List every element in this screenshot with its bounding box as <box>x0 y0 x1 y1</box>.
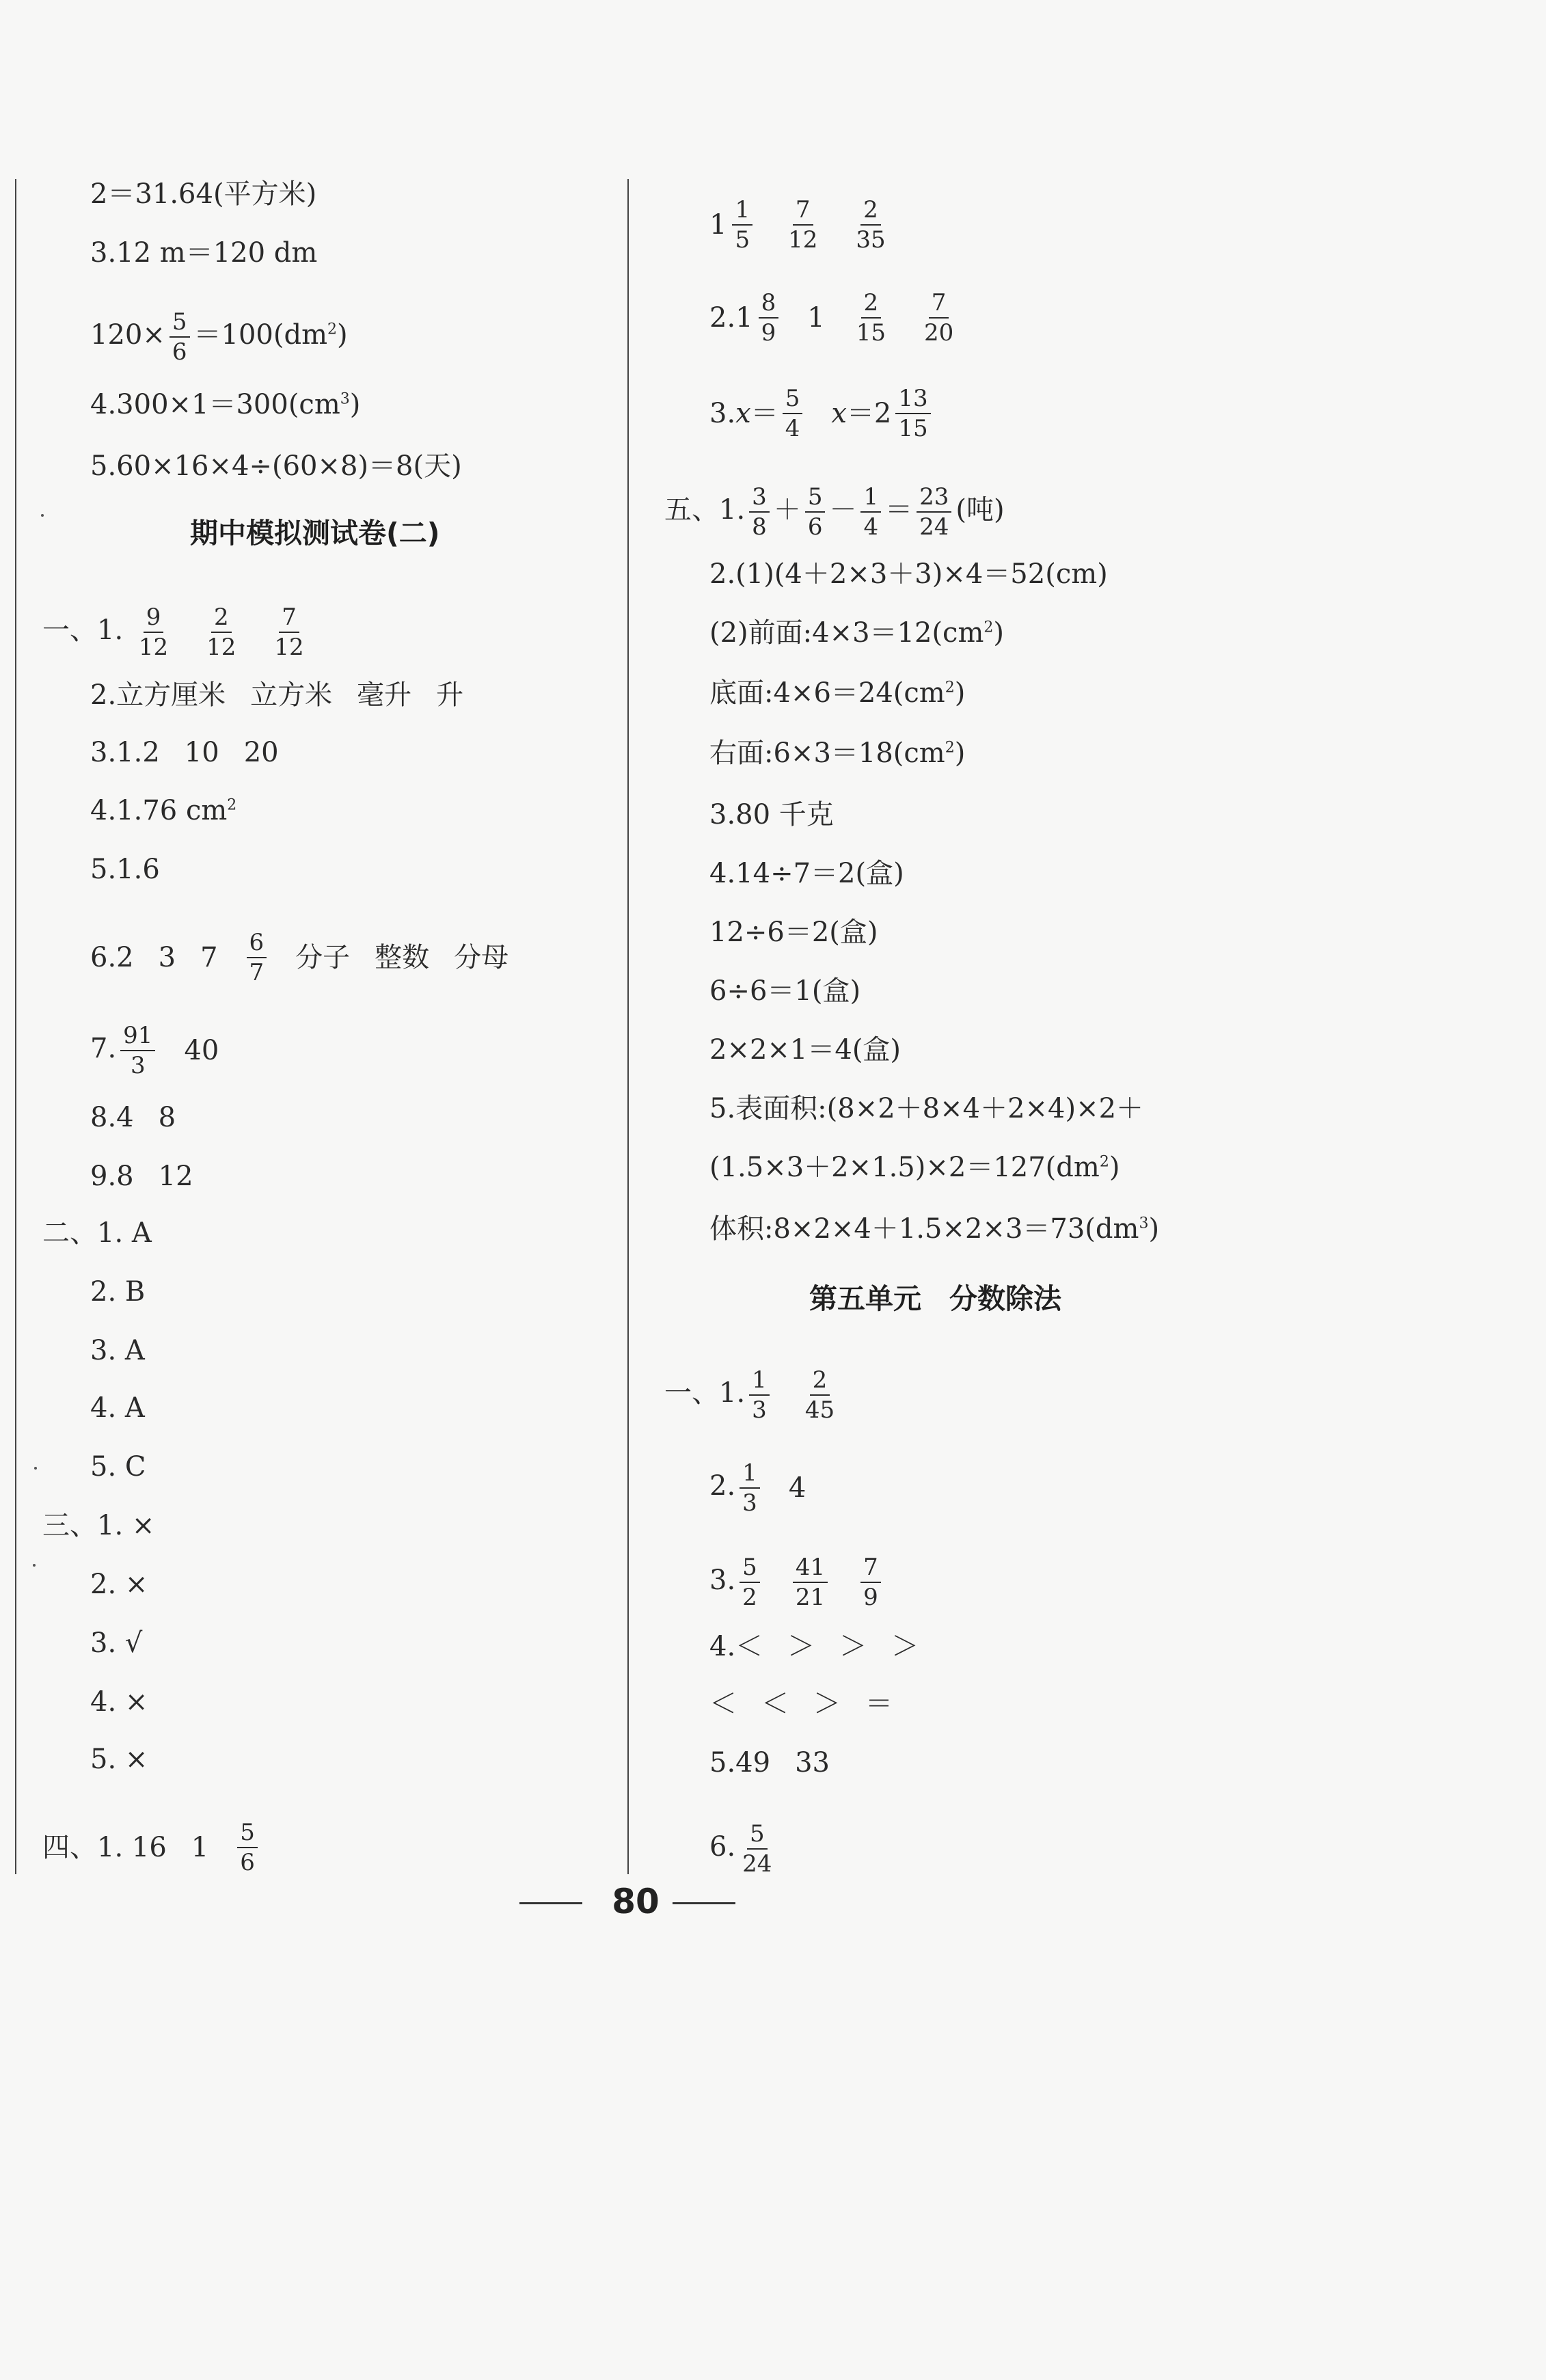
answer-text: 4.300×1＝300(cm <box>90 389 340 420</box>
answer-text: 120× <box>90 319 165 351</box>
fraction: $\frac{7}{12}$ <box>788 196 818 254</box>
answer-line: 三、1. × <box>42 1510 155 1541</box>
left-margin-rule <box>15 179 16 1874</box>
answer-line: 2. $\frac{1}{3}$ 4 <box>709 1459 806 1517</box>
scan-speck <box>41 514 44 517</box>
fraction: $\frac{8}{9}$ <box>759 290 779 346</box>
answer-line: $(1.5\times 3+2\times 1.5)\times 2=127(dm^2)$ <box>709 1152 1120 1183</box>
answer-line: 体积$:8\times 2\times 4+1.5\times 2\times 3=73(dm^3)$ <box>709 1213 1160 1245</box>
superscript: 3 <box>340 390 350 408</box>
fraction: $\frac{5}{6}$ <box>805 484 826 540</box>
superscript: 3 <box>1139 1215 1149 1232</box>
answer-line: 6.2 3 7 $\frac{6}{7}$ 分子 整数 分母 <box>90 929 509 986</box>
answer-line: 9.8 12 <box>90 1161 193 1192</box>
answer-text: 5.60×16×4÷(60×8)＝8(天) <box>90 450 462 482</box>
superscript: 2 <box>945 679 955 697</box>
superscript: 2 <box>227 796 237 814</box>
answer-line: 4.＜ ＞ ＞ ＞ <box>709 1631 919 1662</box>
fraction: $\frac{1}{3}$ <box>749 1367 770 1423</box>
page-number: 80 <box>612 1882 660 1921</box>
fraction: $\frac{6}{7}$ <box>247 930 267 986</box>
answer-line: 五、1. $\frac{3}{8}$ ＋ $\frac{5}{6}$ － $\frac{1}{4}$ ＝ $\frac{23}{24}$ (吨) <box>664 483 1005 541</box>
fraction: $\frac{7}{12}$ <box>274 604 304 661</box>
fraction: $\frac{7}{9}$ <box>860 1554 881 1610</box>
answer-text: 5.1.6 <box>90 854 160 885</box>
answer-line: 3. A <box>90 1335 145 1366</box>
answer-line: 6. $\frac{5}{24}$ <box>709 1821 778 1877</box>
fraction: $\frac{1}{3}$ <box>740 1460 760 1516</box>
fraction: $\frac{5}{2}$ <box>740 1554 760 1610</box>
answer-line: 3.1.2 10 20 <box>90 737 279 768</box>
answer-text: 3.12 m＝120 dm <box>90 237 318 269</box>
scan-speck <box>34 1467 37 1470</box>
answer-line: 5.表面积:(8×2＋8×4＋2×4)×2＋ <box>709 1093 1144 1124</box>
answer-line: 一、1. $\frac{1}{3}$ $\frac{2}{45}$ <box>664 1367 841 1423</box>
fraction: $\frac{23}{24}$ <box>917 484 951 540</box>
superscript: 2 <box>945 739 955 757</box>
answer-line: 2×2×1＝4(盒) <box>709 1034 901 1066</box>
answer-line: 6÷6＝1(盒) <box>709 975 861 1007</box>
footer-rule-left <box>519 1902 582 1904</box>
footer-rule-right <box>673 1902 735 1904</box>
answer-line: (2)前面$:4\times 3=12(cm^2)$ <box>709 617 1004 649</box>
answer-line <box>90 178 316 211</box>
fraction: $\frac{1}{4}$ <box>860 484 881 540</box>
superscript: 2 <box>1099 1153 1109 1171</box>
fraction: $\frac{5}{24}$ <box>742 1820 772 1878</box>
answer-text: 4.1.76 cm <box>90 795 228 826</box>
fraction: $\frac{13}{15}$ <box>895 386 930 442</box>
answer-line: 3. √ <box>90 1627 143 1659</box>
answer-line: 3.80 千克 <box>709 799 834 830</box>
answer-line: $4.300\times 1=300(cm^3)$ <box>90 389 361 420</box>
fraction: $\frac{2}{12}$ <box>206 604 236 661</box>
answer-line: 底面$:4\times 6=24(cm^2)$ <box>709 677 966 709</box>
answer-line: 1 $\frac{1}{5}$ $\frac{7}{12}$ $\frac{2}{35}$ <box>709 197 893 253</box>
answer-line: 2.(1)(4＋2×3＋3)×4＝52(cm) <box>709 558 1108 590</box>
superscript: 2 <box>327 321 338 338</box>
answer-line: 120× $\frac{5}{6}$ $=100(dm^2)$ <box>90 308 348 366</box>
fraction: $\frac{5}{6}$ <box>169 309 190 365</box>
answer-text: 2＝31.64(平方米) <box>90 178 317 210</box>
answer-line: 2. × <box>90 1569 148 1600</box>
fraction: $\frac{2}{35}$ <box>856 196 886 254</box>
fraction: $\frac{7}{20}$ <box>923 289 954 347</box>
answer-line: ＜ ＜ ＞ ＝ <box>709 1688 893 1720</box>
fraction: $\frac{5}{4}$ <box>783 386 803 442</box>
answer-line: 2.1 $\frac{8}{9}$ 1 $\frac{2}{15}$ $\frac{7}{20}$ <box>709 290 960 346</box>
answer-line: 2.立方厘米 立方米 毫升 升 <box>90 679 464 711</box>
scan-speck <box>33 1564 36 1567</box>
answer-line: 4.14÷7＝2(盒) <box>709 858 904 889</box>
answer-line <box>42 604 311 660</box>
answer-line: 5.49 33 <box>709 1747 830 1779</box>
answer-line <box>90 450 462 483</box>
fraction: $\frac{1}{5}$ <box>732 197 752 253</box>
answer-line: 二、1. A <box>42 1217 152 1249</box>
answer-line: 4. × <box>90 1686 148 1718</box>
fraction: $\frac{3}{8}$ <box>749 484 770 540</box>
answer-line: 3. $\frac{5}{2}$ $\frac{41}{21}$ $\frac{7}{9}$ <box>709 1554 885 1610</box>
fraction: $\frac{9}{12}$ <box>138 604 169 661</box>
section-heading: 第五单元 分数除法 <box>809 1282 1061 1315</box>
section-heading: 期中模拟测试卷(二) <box>190 517 440 550</box>
answer-line: 12÷6＝2(盒) <box>709 917 878 948</box>
answer-line <box>90 853 160 886</box>
answer-line: 2. B <box>90 1276 146 1308</box>
fraction: $\frac{5}{6}$ <box>237 1820 258 1876</box>
column-divider <box>627 179 629 1874</box>
fraction: $\frac{41}{21}$ <box>793 1554 828 1610</box>
superscript: 2 <box>984 619 994 636</box>
answer-line: 右面$:6\times 3=18(cm^2)$ <box>709 738 966 769</box>
fraction: $\frac{2}{15}$ <box>856 289 886 347</box>
answer-line <box>90 794 236 827</box>
answer-line: 5. C <box>90 1451 146 1483</box>
answer-text: ＝100(dm <box>193 319 328 351</box>
answer-line: 四、1. 16 1 $\frac{5}{6}$ <box>42 1820 262 1876</box>
answer-line: 7. $\frac{91}{3}$ 40 <box>90 1022 219 1079</box>
fraction: $\frac{2}{45}$ <box>804 1366 835 1424</box>
answer-line: 8.4 8 <box>90 1102 176 1133</box>
answer-text: 一、1. <box>42 614 124 646</box>
fraction: $\frac{91}{3}$ <box>120 1023 155 1079</box>
answer-line <box>90 236 317 269</box>
answer-line: 4. A <box>90 1392 145 1424</box>
answer-line: 3. x ＝ $\frac{5}{4}$ x ＝2 $\frac{13}{15}$ <box>709 386 935 442</box>
answer-line: 5. × <box>90 1744 148 1775</box>
